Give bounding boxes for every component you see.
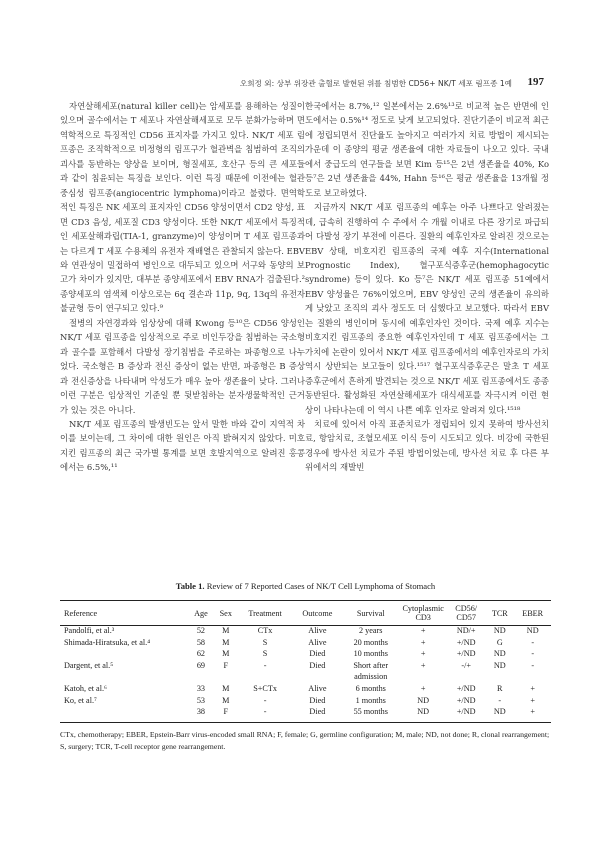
paragraph: 절병의 자연경과와 임상상에 대해 Kwong 등¹⁰은 CD56 양성인 NK/T 세포 림프종을 임상적으로 주로 비인두강을 침범하는 국소형과 골수를 포함해서 다발성 장기침범을 주로하는 파종형으로 나누었다. 국소형은 B 증상과 전신 증상이 없는 반면, 파종형은 B 증상과 전신증상을 나타내며 악성도가 매우 높아 생존율이 낮다. 그러나 이런 구분은 임상적인 기준일 뿐 뒷받침하는 분자생물학적인 근거가 있는 것은 아니다. xyxy=(60,317,305,415)
table-row xyxy=(60,696,551,708)
cell-cd56: +/ND xyxy=(456,707,476,717)
cell-cd3: + xyxy=(420,626,426,635)
table-row xyxy=(60,684,551,696)
cell-survival: 20 months xyxy=(353,637,388,647)
table-caption xyxy=(60,581,551,591)
header-outcome: Outcome xyxy=(302,608,333,618)
cell-eber: + xyxy=(530,683,535,693)
header-treatment: Treatment xyxy=(248,608,282,618)
cell-treatment xyxy=(238,672,293,684)
header-sex: Sex xyxy=(219,608,232,618)
left-text-column xyxy=(60,99,305,475)
cell-eber: - xyxy=(531,660,535,670)
table-caption-label: Table 1. xyxy=(175,581,205,591)
cell-sex: M xyxy=(222,637,230,647)
cell-treatment: - xyxy=(263,695,267,705)
cell-cd56 xyxy=(447,672,485,684)
case-review-table xyxy=(60,600,551,723)
cell-survival: 55 months xyxy=(353,707,388,717)
cell-eber: - xyxy=(531,637,535,647)
cell-cd56: ND/+ xyxy=(456,626,476,635)
table-row xyxy=(60,649,551,661)
cell-reference: Katoh, et al.⁶ xyxy=(64,683,107,693)
table-body xyxy=(60,626,551,723)
cell-treatment: - xyxy=(263,660,267,670)
header-reference: Reference xyxy=(64,608,98,618)
cell-eber xyxy=(514,672,551,684)
cell-sex: F xyxy=(223,660,229,670)
page-number: 197 xyxy=(527,76,544,88)
cell-cd3: + xyxy=(420,660,426,670)
cell-cd56: +/ND xyxy=(456,649,476,659)
cell-survival: Short after xyxy=(353,660,389,670)
header-survival: Survival xyxy=(356,608,385,618)
cell-reference xyxy=(60,707,188,722)
table-header xyxy=(60,601,551,626)
cell-reference: Shimada-Hiratsuka, et al.⁴ xyxy=(64,637,151,647)
paragraph: 자연살해세포(natural killer cell)는 암세포를 용해하는 성질이 있으며 골수에서는 T 세포나 자연살해세포로 모두 분화가능하며 면역학적으로 특징적인 CD56 표지자를 가지고 있다. NK/T 세포 림프종은 조직학적으로 비정형의 림프구가 혈관벽을 침범하여 조직의 괴사를 동반하는 양상을 보이며, 형질세포, 호산구 등의 큰 세포들과 같이 침윤되는 특징을 보인다. 이런 특징 때문에 이전에는 혈관중심성 림프종(angiocentric lymphoma)이라고 불렸다. 면역학적인 특징은 NK 세포의 표지자인 CD56 양성이면서 CD2 양성, 표면 CD3 음성, 세포질 CD3 양성이다. 또한 NK/T 세포에서 특징적인 세포살해과립(TIA-1, granzyme)이 양성이며 T 세포 림프종과는 다르게 T 세포 수용체의 유전자 재배열은 관찰되지 않는다. EBV와 연관성이 밀접하여 병인으로 대두되고 있으며 서구와 동양의 보고가 차이가 있지만, 대부분 종양세포에서 EBV RNA가 검출된다.² 종양세포의 염색체 이상으로는 6q 결손과 11p, 9q, 13q의 유전자 불균형 등이 연구되고 있다.⁹ xyxy=(60,101,305,314)
cell-age: 58 xyxy=(196,637,206,647)
paragraph: 치료에 있어서 아직 표준치료가 정립되어 있지 못하여 방사선치료, 항암치료, 조혈모세포 이식 등이 시도되고 있다. 비강에 국한된 경우에 방사선 치료가 주된 방법이었는데, 방사선 치료 후 다른 부위에서의 재발빈 xyxy=(305,418,549,473)
table-caption-text: Review of 7 Reported Cases of NK/T Cell Lymphoma of Stomach xyxy=(206,581,436,591)
header-tcr: TCR xyxy=(491,608,508,618)
paragraph: NK/T 세포 림프종의 발생빈도는 앞서 말한 바와 같이 지역적 차이를 보이는데, 그 차이에 대한 원인은 아직 밝혀지지 않았다. 미호지킨 림프종의 최근 국가별 통계를 보면 호발지역으로 알려진 홍콩에서는 6.5%,¹¹ xyxy=(60,418,305,473)
cell-cd56: +/ND xyxy=(456,695,476,705)
cell-cd56: +/ND xyxy=(456,637,476,647)
cell-sex: M xyxy=(222,649,230,659)
cell-reference: Ko, et al.⁷ xyxy=(64,695,97,705)
cell-survival: 1 months xyxy=(355,695,386,705)
running-header xyxy=(60,76,544,90)
table-row xyxy=(60,707,551,722)
table-footnote: CTx, chemotherapy; EBER, Epstein-Barr virus-encoded small RNA; F, female; G, germline configuration; M, male; ND, not done; R, clonal rearrangement; S, surgery; TCR, T-cell receptor gene rearrangement. xyxy=(60,729,550,752)
cell-outcome: Died xyxy=(309,695,326,705)
table-row xyxy=(60,672,551,684)
cell-reference xyxy=(60,649,188,661)
cell-tcr: ND xyxy=(493,660,506,670)
cell-tcr: ND xyxy=(493,707,506,717)
cell-survival: 2 years xyxy=(359,626,383,635)
cell-treatment: S xyxy=(262,649,268,659)
table-row xyxy=(60,626,551,638)
cell-reference: Dargent, et al.⁵ xyxy=(64,660,114,670)
cell-outcome: Died xyxy=(309,660,326,670)
table-row xyxy=(60,638,551,650)
cell-sex: M xyxy=(222,626,230,635)
cell-outcome: Alive xyxy=(308,626,327,635)
table-section xyxy=(60,581,551,754)
header-cytoplasmic-cd3: Cytoplasmic CD3 xyxy=(402,604,444,622)
cell-cd3: + xyxy=(420,649,426,659)
cell-treatment: S+CTx xyxy=(253,683,277,693)
cell-age: 69 xyxy=(196,660,206,670)
right-text-column xyxy=(305,99,549,475)
cell-sex: M xyxy=(222,695,230,705)
cell-treatment: - xyxy=(263,707,267,717)
cell-sex: M xyxy=(222,683,230,693)
cell-eber: + xyxy=(530,695,535,705)
table-row xyxy=(60,661,551,673)
cell-tcr: R xyxy=(497,683,503,693)
cell-tcr xyxy=(485,672,514,684)
cell-outcome: Died xyxy=(309,707,326,717)
cell-cd3: ND xyxy=(417,707,430,717)
cell-tcr: ND xyxy=(493,649,506,659)
cell-outcome: Alive xyxy=(308,683,327,693)
paragraph: 한국에서는 8.7%,¹² 일본에서는 2.6%¹³로 비교적 높은 반면에 인도에서는 0.5%¹⁴ 정도로 낮게 보고되었다. 진단기준이 비교적 최근에 정립되면서 진단율도 높아지고 여러가지 치료 방법이 제시되는 가운데 이 종양의 평균 생존율에 대한 자료들이 나오고 있다. 국내에서 중급도의 연구들을 보면 Kim 등¹⁵은 2년 생존율을 40%, Ko 등⁷은 2년 생존율을 44%, Hahn 등¹⁶은 평균 생존율을 13개월 정도로 보고하였다. xyxy=(305,101,549,198)
cell-outcome: Died xyxy=(309,649,326,659)
header-age: Age xyxy=(194,608,208,618)
cell-age: 62 xyxy=(196,649,206,659)
cell-age xyxy=(188,672,214,684)
cell-sex xyxy=(214,672,238,684)
cell-outcome xyxy=(292,672,342,684)
cell-treatment: CTx xyxy=(257,626,273,635)
cell-age: 53 xyxy=(196,695,206,705)
cell-cd3 xyxy=(399,672,447,684)
cell-eber: ND xyxy=(526,626,539,635)
cell-tcr: G xyxy=(496,637,503,647)
cell-cd3: + xyxy=(420,637,426,647)
cell-outcome: Alive xyxy=(308,637,327,647)
cell-eber: - xyxy=(531,649,535,659)
header-eber: EBER xyxy=(522,608,544,618)
running-title: 오희정 외: 상부 위장관 출혈로 발현된 위를 침범한 CD56+ NK/T 세포 림프종 1예 xyxy=(239,79,512,88)
cell-reference: Pandolfi, et al.³ xyxy=(64,626,115,635)
cell-survival: admission xyxy=(354,672,388,682)
cell-survival: 6 months xyxy=(355,683,386,693)
cell-treatment: S xyxy=(262,637,268,647)
cell-cd3: ND xyxy=(417,695,430,705)
cell-tcr: - xyxy=(498,695,502,705)
header-cd56-cd57: CD56/ CD57 xyxy=(455,604,478,622)
cell-age: 52 xyxy=(196,626,206,635)
paragraph: 지금까지 NK/T 세포 림프종의 예후는 아주 나쁘다고 알려졌는데, 급속히 진행하여 수 주에서 수 개월 이내로 다른 장기로 파급되어 다발성 장기 부전에 이른다. 질환의 예후인자로 알려진 것으로는 EBV 상태, 비호지킨 림프종의 국제 예후 지수(International Prognostic Index), 혈구포식증후군(hemophagocytic syndrome) 등이 있다. Ko 등⁷은 NK/T 세포 림프종 51예에서 EBV 양성율은 76%이었으며, EBV 양성인 군의 생존율이 유의하게 낮았고 조직의 괴사 정도도 더 심했다고 보고했다. 따라서 EBV는 질환의 병인이며 동시에 예후인자인 것이다. 국제 예후 지수는 비호지킨 림프종의 중요한 예후인자인데 T 세포 림프종에서는 그 가치에 논란이 있어서 NK/T 세포 림프종에서의 예후인자로의 가치 역시 상반되는 보고들이 있다.¹⁵¹⁷ 혈구포식증후군은 말초 T 세포 증후군에서 흔하게 발견되는 것으로 NK/T 세포 림프종에서도 종종 동반된다. 활성화된 자연살해세포가 대식세포를 자극시켜 이런 현상이 나타나는데 이 역시 나쁜 예후 인자로 알려져 있다.¹⁵¹⁸ xyxy=(305,202,549,415)
cell-survival: 10 months xyxy=(353,649,388,659)
cell-cd56: -/+ xyxy=(461,660,471,670)
cell-age: 33 xyxy=(196,683,206,693)
cell-reference xyxy=(60,672,188,684)
cell-cd3: + xyxy=(420,683,426,693)
cell-eber: + xyxy=(530,707,535,717)
cell-age: 38 xyxy=(196,707,206,717)
cell-sex: F xyxy=(223,707,229,717)
cell-cd56: +/ND xyxy=(456,683,476,693)
cell-tcr: ND xyxy=(493,626,506,635)
